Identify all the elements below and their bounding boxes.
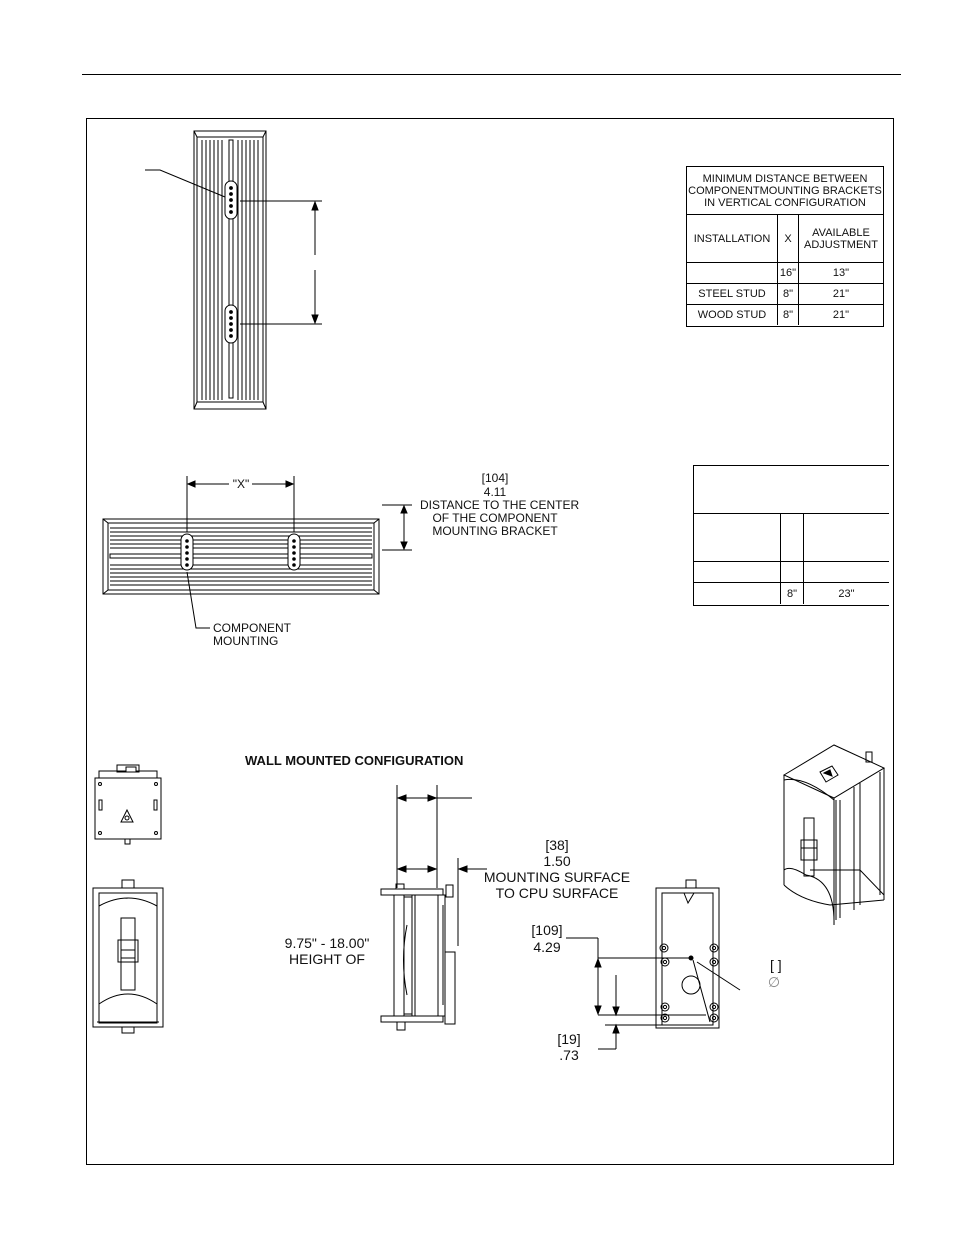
table-cell-adjustment: 21" (832, 309, 850, 321)
dim-109-imperial: 4.29 (533, 939, 561, 955)
col-x-header: X (778, 215, 799, 263)
dim-104-imperial: 4.11 (483, 485, 507, 499)
height-line: HEIGHT OF (289, 951, 365, 967)
table-cell-installation: WOOD STUD (687, 305, 778, 325)
wall-mounted-title: WALL MOUNTED CONFIGURATION (245, 753, 464, 768)
dim-104-metric: [104] (481, 471, 509, 485)
vertical-table-header-line: COMPONENTMOUNTING BRACKETS (688, 184, 882, 197)
horizontal-col-adjustment (804, 514, 889, 562)
table-cell-installation (694, 583, 781, 604)
vertical-bracket-drawing (145, 131, 322, 409)
table-cell-adjustment: 23" (838, 587, 855, 600)
horizontal-config-table (693, 465, 889, 606)
vertical-table-header (687, 167, 883, 215)
wall-front-view-drawing (93, 880, 163, 1033)
table-cell-x: 8" (778, 284, 799, 305)
horizontal-table-header (694, 466, 889, 514)
dim-19-imperial: .73 (559, 1047, 579, 1063)
wall-top-view-drawing (95, 765, 161, 844)
dim-104-desc-line: MOUNTING BRACKET (432, 524, 558, 538)
vertical-table-header-line: IN VERTICAL CONFIGURATION (704, 196, 866, 209)
x-dimension-label: "X" (232, 477, 250, 491)
dim-104-desc-line: DISTANCE TO THE CENTER (420, 498, 580, 512)
horizontal-bracket-drawing (103, 476, 412, 628)
table-cell-x: 16" (778, 263, 799, 284)
horizontal-col-x (781, 514, 804, 562)
height-range-label (272, 935, 382, 967)
callout-line: MOUNTING (213, 634, 279, 648)
table-cell-installation (687, 263, 778, 284)
dim-19-metric: [19] (557, 1031, 581, 1047)
table-cell-adjustment: 13" (799, 263, 883, 284)
dim-109-metric: [109] (531, 922, 563, 938)
dim-38-metric: [38] (545, 837, 569, 853)
dim-38-description (482, 869, 632, 901)
wall-side-view-drawing (381, 785, 487, 1030)
height-line: 9.75" - 18.00" (284, 935, 370, 951)
table-cell-x: 8" (781, 583, 804, 604)
table-cell-installation: STEEL STUD (687, 284, 778, 305)
dim-38-imperial: 1.50 (543, 853, 571, 869)
vertical-config-table (686, 166, 884, 327)
wall-rear-view-drawing (566, 880, 740, 1049)
table-cell-adjustment: 21" (799, 284, 883, 305)
isometric-view-drawing (784, 745, 884, 925)
table-cell-installation (694, 562, 781, 583)
table-cell-x (781, 562, 804, 583)
table-cell-adjustment (804, 562, 889, 583)
hole-bracket-label: [ ] (770, 957, 782, 973)
col-installation-header: INSTALLATION (687, 215, 778, 263)
dim-38-desc-line: MOUNTING SURFACE (483, 869, 631, 885)
table-cell-x: 8" (778, 305, 799, 325)
dim-38-desc-line: TO CPU SURFACE (495, 885, 619, 901)
col-adjustment-header (799, 215, 883, 263)
dim-104-description (420, 498, 580, 538)
col-adjustment-line: AVAILABLE (812, 226, 870, 239)
component-mounting-callout (213, 622, 291, 648)
vertical-table-header-line: MINIMUM DISTANCE BETWEEN (702, 172, 868, 185)
dim-104-desc-line: OF THE COMPONENT (432, 511, 558, 525)
col-adjustment-line: ADJUSTMENT (804, 238, 878, 251)
callout-line: COMPONENT (213, 621, 291, 635)
hole-diameter-symbol: ∅ (767, 974, 781, 990)
horizontal-col-installation (694, 514, 781, 562)
